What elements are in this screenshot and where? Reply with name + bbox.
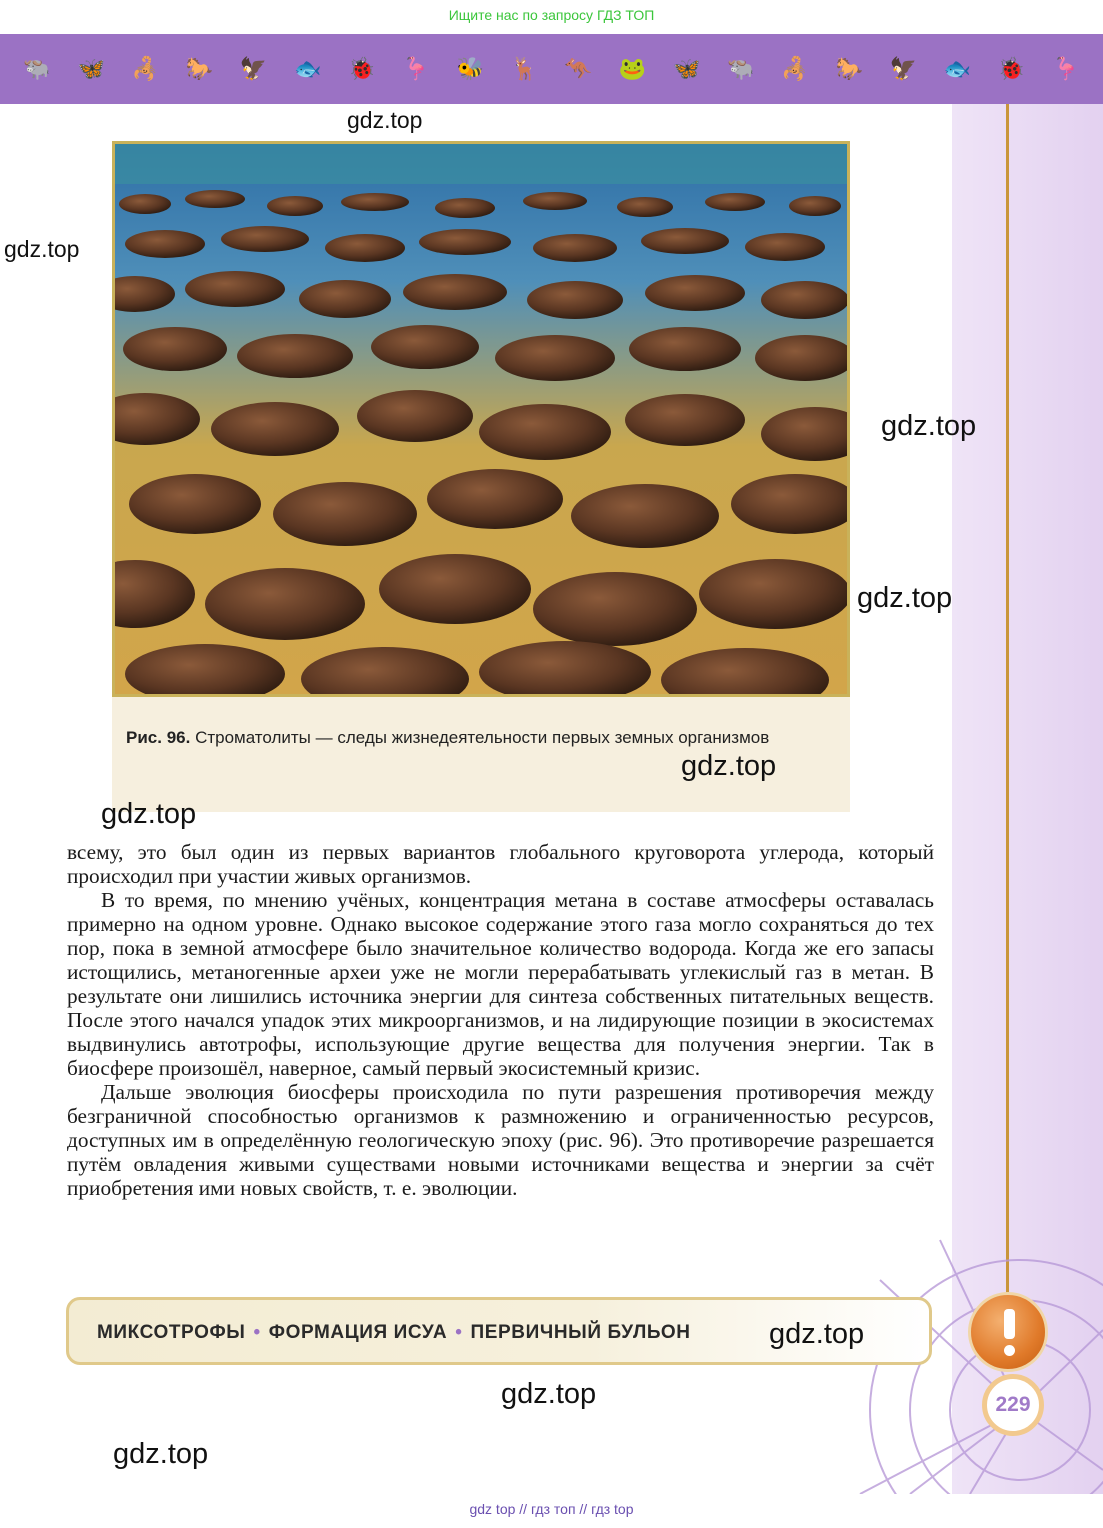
figure-label: Рис. 96. (126, 728, 191, 747)
watermark: gdz.top (4, 236, 80, 262)
kangaroo-icon: 🦘 (564, 56, 593, 82)
fish-icon: 🐟 (943, 56, 972, 82)
watermark: gdz.top (881, 410, 977, 442)
beetle-icon: 🐞 (997, 56, 1026, 82)
keywords-list (97, 1322, 691, 1344)
figure-caption (126, 727, 826, 749)
watermark: gdz.top (347, 107, 423, 133)
paragraph-3: Дальше эволюция биосферы происходила по пути разрешения противоречия между безграничной способностью организмов к размножению и ограниченностью ресурсов, доступных им в определённую геологическую эпоху (рис. 96). Это противоречие разрешается путём овладения живыми существами новыми источниками вещества и энергии за счёт приобретения ими новых свойств, т. е. эволюции. (67, 1080, 934, 1200)
body-text (67, 840, 934, 1200)
watermark: gdz.top (113, 1438, 209, 1470)
exclamation-icon (968, 1292, 1048, 1372)
keyword: МИКСОТРОФЫ (97, 1322, 246, 1343)
footer-links[interactable]: gdz top // гдз топ // гдз top (469, 1501, 634, 1517)
margin-divider (1006, 104, 1009, 1344)
horse-icon: 🐎 (185, 56, 214, 82)
pterodactyl-icon: 🦅 (239, 56, 268, 82)
watermark: gdz.top (101, 798, 197, 830)
butterfly-icon: 🦋 (77, 56, 105, 82)
bird-icon: 🦩 (1052, 56, 1080, 82)
bison-icon: 🐃 (727, 56, 755, 82)
watermark: gdz.top (857, 582, 953, 614)
pterodactyl-icon: 🦅 (889, 56, 918, 82)
stromatolites-image (115, 144, 847, 694)
watermark: gdz.top (769, 1318, 865, 1350)
scorpion-icon: 🦂 (781, 56, 809, 82)
keyword: ФОРМАЦИЯ ИСУА (268, 1322, 448, 1343)
keyword: ПЕРВИЧНЫЙ БУЛЬОН (470, 1322, 691, 1343)
page-number: 229 (982, 1374, 1044, 1436)
animal-icon-bar (0, 34, 1103, 104)
fish-icon: 🐟 (294, 56, 322, 82)
top-banner: Ищите нас по запросу ГДЗ ТОП (448, 7, 655, 23)
insect-icon: 🐝 (456, 56, 484, 82)
butterfly-icon: 🦋 (673, 56, 701, 82)
bullet-dot-icon: • (253, 1322, 261, 1343)
beetle-icon: 🐞 (348, 56, 376, 82)
stromatolites-photo (112, 141, 850, 697)
watermark: gdz.top (501, 1378, 597, 1410)
watermark: gdz.top (681, 750, 777, 782)
frog-icon: 🐸 (618, 56, 647, 82)
deer-icon: 🦌 (510, 56, 539, 82)
paragraph-2: В то время, по мнению учёных, концентрация метана в составе атмосферы оставалась примерно на одном уровне. Однако высокое содержание этого газа могло сохраняться до тех пор, пока в земной атмосфере было значительное количество водорода. Когда же его запасы истощились, метаногенные археи уже не могли перерабатывать углекислый газ в метан. В результате они лишились источника энергии для синтеза собственных питательных веществ. После этого начался упадок этих микроорганизмов, и на лидирующие позиции в экосистемах выдвинулись автотрофы, использующие другие вещества для получения энергии. Так в биосфере произошёл, наверное, самый первый экосистемный кризис. (67, 888, 934, 1080)
scorpion-icon: 🦂 (131, 56, 160, 82)
paragraph-1: всему, это был один из первых вариантов глобального круговорота углерода, который происходил при участии живых организмов. (67, 840, 934, 888)
bison-icon: 🐃 (23, 56, 51, 82)
figure-caption-text: Строматолиты — следы жизнедеятельности первых земных организмов (195, 728, 770, 747)
bullet-dot-icon: • (455, 1322, 463, 1343)
bird-icon: 🦩 (402, 56, 430, 82)
horse-icon: 🐎 (835, 56, 863, 82)
